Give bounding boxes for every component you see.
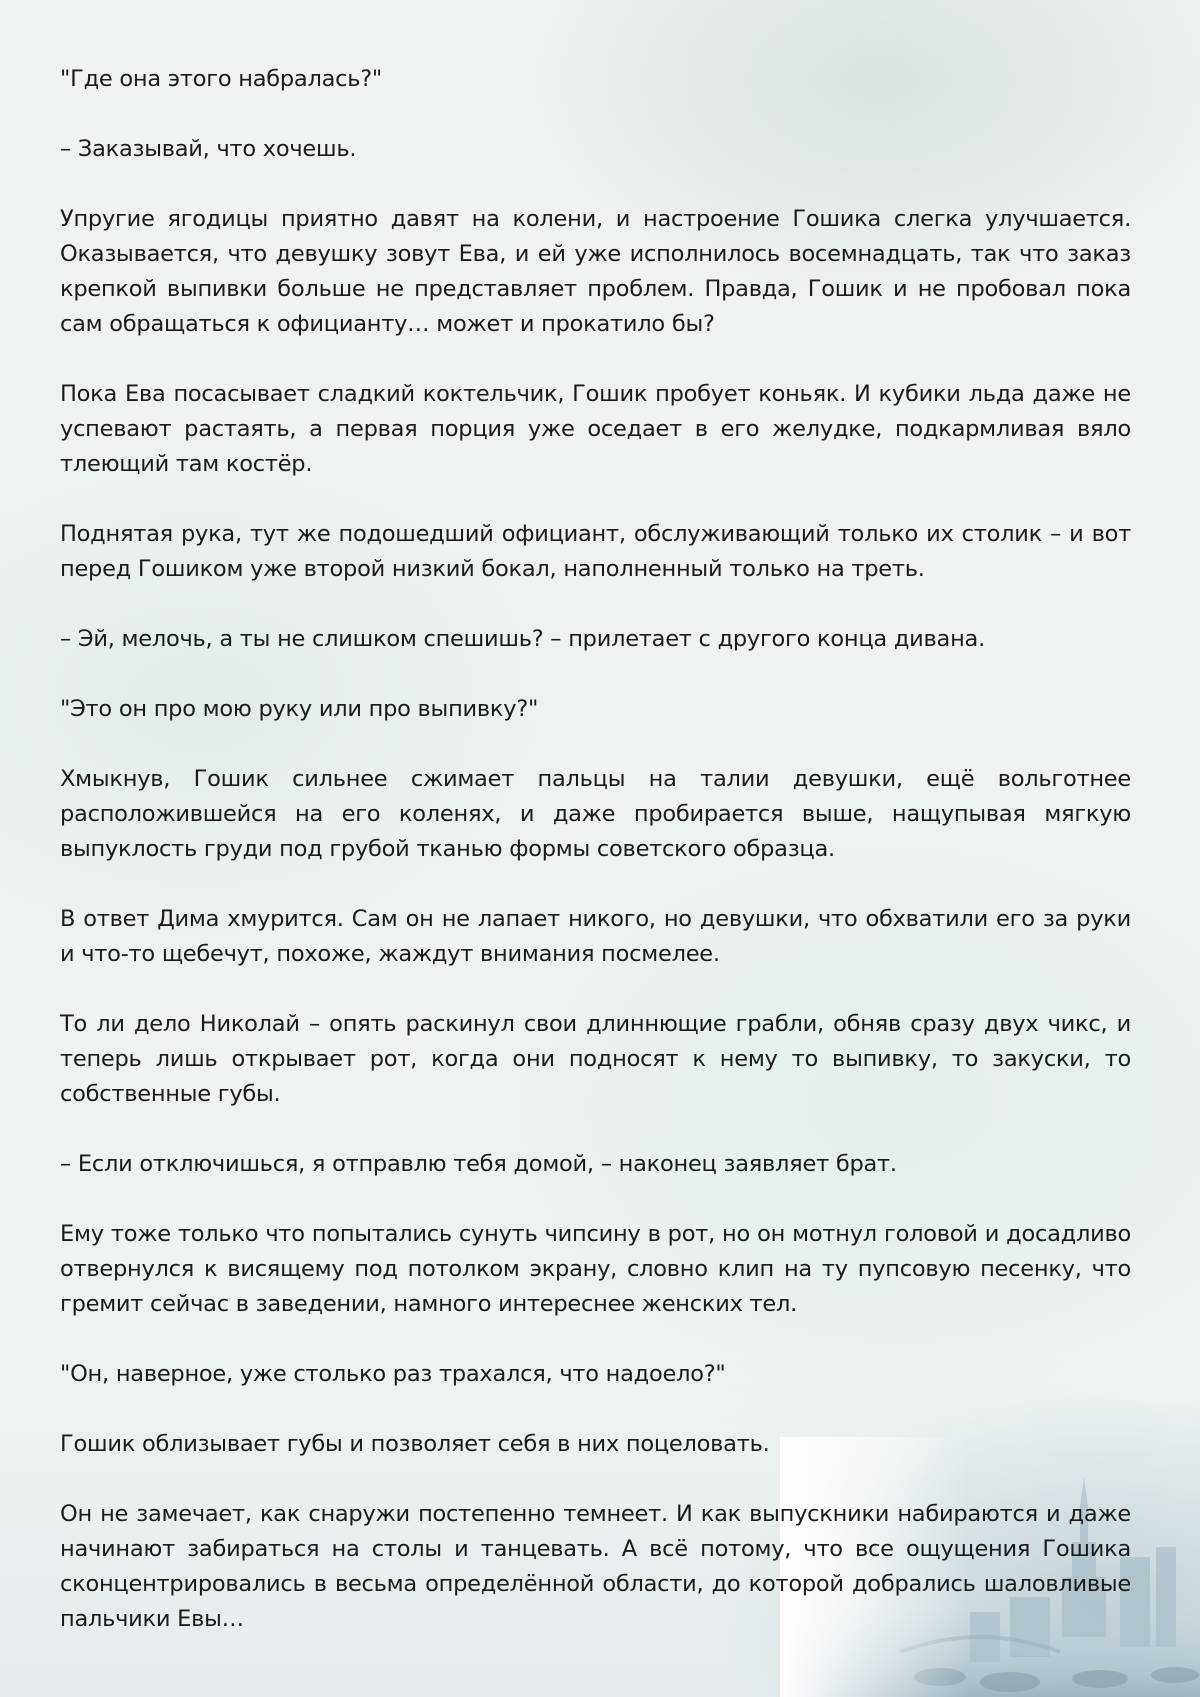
paragraph: Он не замечает, как снаружи постепенно темнеет. И как выпускники набираются и даже начинают забираться на столы и танцевать. А всё потому, что все ощущения Гошика сконцентрировались в весьма определённой области, до которой добрались шаловливые пальчики Евы… — [60, 1501, 1131, 1632]
paragraph: – Если отключишься, я отправлю тебя домой, – наконец заявляет брат. — [60, 1151, 897, 1177]
paragraph: "Это он про мою руку или про выпивку?" — [60, 696, 539, 722]
paragraph: Упругие ягодицы приятно давят на колени, и настроение Гошика слегка улучшается. Оказывается, что девушку зовут Ева, и ей уже исполнилось восемнадцать, так что заказ крепкой выпивки больше не представляет проблем. Правда, Гошик и не пробовал пока сам обращаться к официанту… может и прокатило бы? — [60, 206, 1131, 337]
paragraph: – Заказывай, что хочешь. — [60, 136, 357, 162]
document-body — [60, 62, 1131, 1637]
paragraph: В ответ Дима хмурится. Сам он не лапает никого, но девушки, что обхватили его за руки и что-то щебечут, похоже, жаждут внимания посмелее. — [60, 906, 1131, 967]
paragraph: Хмыкнув, Гошик сильнее сжимает пальцы на талии девушки, ещё вольготнее расположившейся на его коленях, и даже пробирается выше, нащупывая мягкую выпуклость груди под грубой тканью формы советского образца. — [60, 766, 1131, 862]
paragraph: То ли дело Николай – опять раскинул свои длиннющие грабли, обняв сразу двух чикс, и теперь лишь открывает рот, когда они подносят к нему то выпивку, то закуски, то собственные губы. — [60, 1011, 1131, 1107]
paragraph: Гошик облизывает губы и позволяет себя в них поцеловать. — [60, 1431, 770, 1457]
paragraph: "Он, наверное, уже столько раз трахался, что надоело?" — [60, 1361, 726, 1387]
paragraph: Пока Ева посасывает сладкий коктельчик, Гошик пробует коньяк. И кубики льда даже не успевают растаять, а первая порция уже оседает в его желудке, подкармливая вяло тлеющий там костёр. — [60, 381, 1131, 477]
paragraph: Поднятая рука, тут же подошедший официант, обслуживающий только их столик – и вот перед Гошиком уже второй низкий бокал, наполненный только на треть. — [60, 521, 1131, 582]
paragraph: "Где она этого набралась?" — [60, 66, 383, 92]
paragraph: Ему тоже только что попытались сунуть чипсину в рот, но он мотнул головой и досадливо отвернулся к висящему под потолком экрану, словно клип на ту пупсовую песенку, что гремит сейчас в заведении, намного интереснее женских тел. — [60, 1221, 1131, 1317]
paragraph: – Эй, мелочь, а ты не слишком спешишь? – прилетает с другого конца дивана. — [60, 626, 985, 652]
